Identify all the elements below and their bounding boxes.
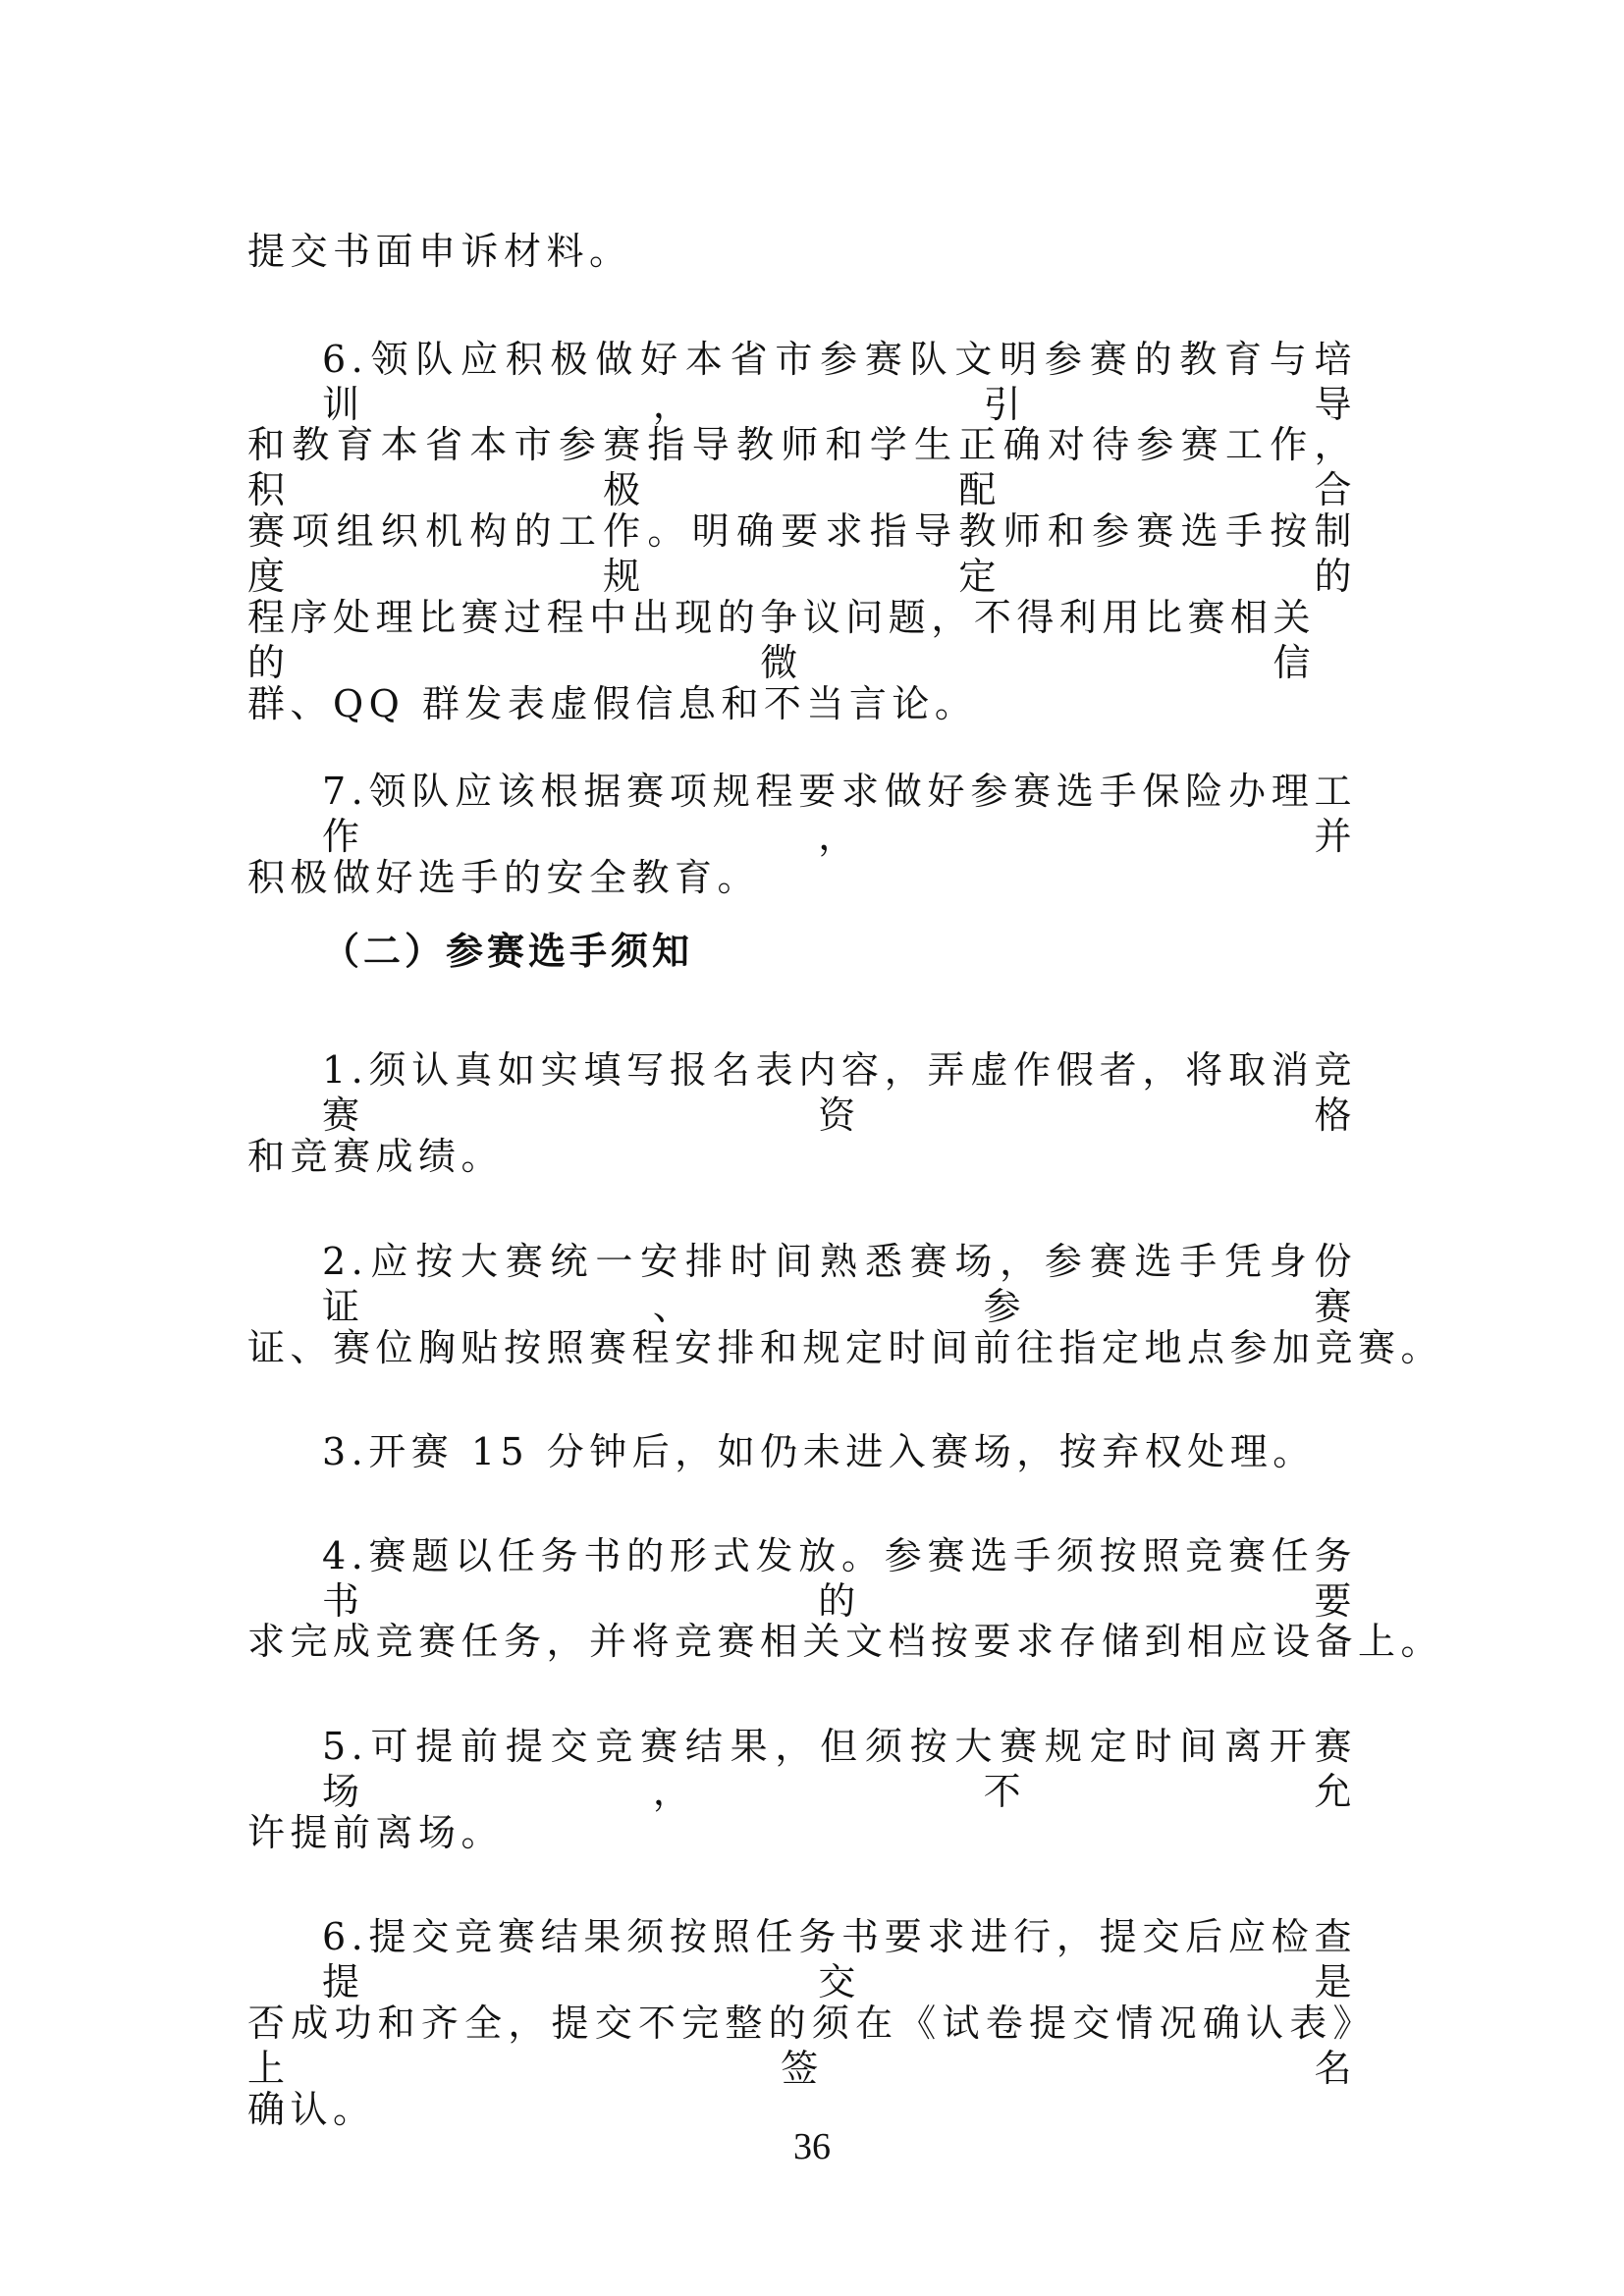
paragraph-line: 5.可提前提交竞赛结果，但须按大赛规定时间离开赛场，不允 [322, 1725, 1357, 1813]
paragraph-line: 7.领队应该根据赛项规程要求做好参赛选手保险办理工作，并 [322, 770, 1357, 858]
paragraph-line: 群、QQ 群发表虚假信息和不当言论。 [247, 682, 978, 725]
paragraph-line: 6.提交竞赛结果须按照任务书要求进行，提交后应检查提交是 [322, 1915, 1357, 2003]
page-number: 36 [793, 2126, 831, 2167]
paragraph-line: 提交书面申诉材料。 [247, 230, 632, 273]
paragraph-line: 程序处理比赛过程中出现的争议问题，不得利用比赛相关的微信 [247, 596, 1316, 684]
paragraph-line: 确认。 [247, 2088, 376, 2131]
paragraph-line: 赛项组织机构的工作。明确要求指导教师和参赛选手按制度规定的 [247, 509, 1357, 598]
paragraph-line: 求完成竞赛任务，并将竞赛相关文档按要求存储到相应设备上。 [247, 1620, 1444, 1663]
paragraph-line: 6.领队应积极做好本省市参赛队文明参赛的教育与培训，引导 [322, 338, 1357, 426]
paragraph-line: 许提前离场。 [247, 1811, 505, 1854]
paragraph-line: 证、赛位胸贴按照赛程安排和规定时间前往指定地点参加竞赛。 [247, 1326, 1444, 1369]
section-heading: （二）参赛选手须知 [322, 929, 694, 973]
paragraph-line: 3.开赛 15 分钟后，如仍未进入赛场，按弃权处理。 [322, 1430, 1316, 1473]
paragraph-line: 2.应按大赛统一安排时间熟悉赛场，参赛选手凭身份证、参赛 [322, 1240, 1357, 1328]
paragraph-line: 和竞赛成绩。 [247, 1135, 505, 1178]
paragraph-line: 4.赛题以任务书的形式发放。参赛选手须按照竞赛任务书的要 [322, 1534, 1357, 1623]
paragraph-line: 和教育本省本市参赛指导教师和学生正确对待参赛工作，积极配合 [247, 423, 1357, 511]
paragraph-line: 1.须认真如实填写报名表内容，弄虚作假者，将取消竞赛资格 [322, 1048, 1357, 1137]
paragraph-line: 否成功和齐全，提交不完整的须在《试卷提交情况确认表》上签名 [247, 2002, 1357, 2090]
paragraph-line: 积极做好选手的安全教育。 [247, 856, 761, 899]
